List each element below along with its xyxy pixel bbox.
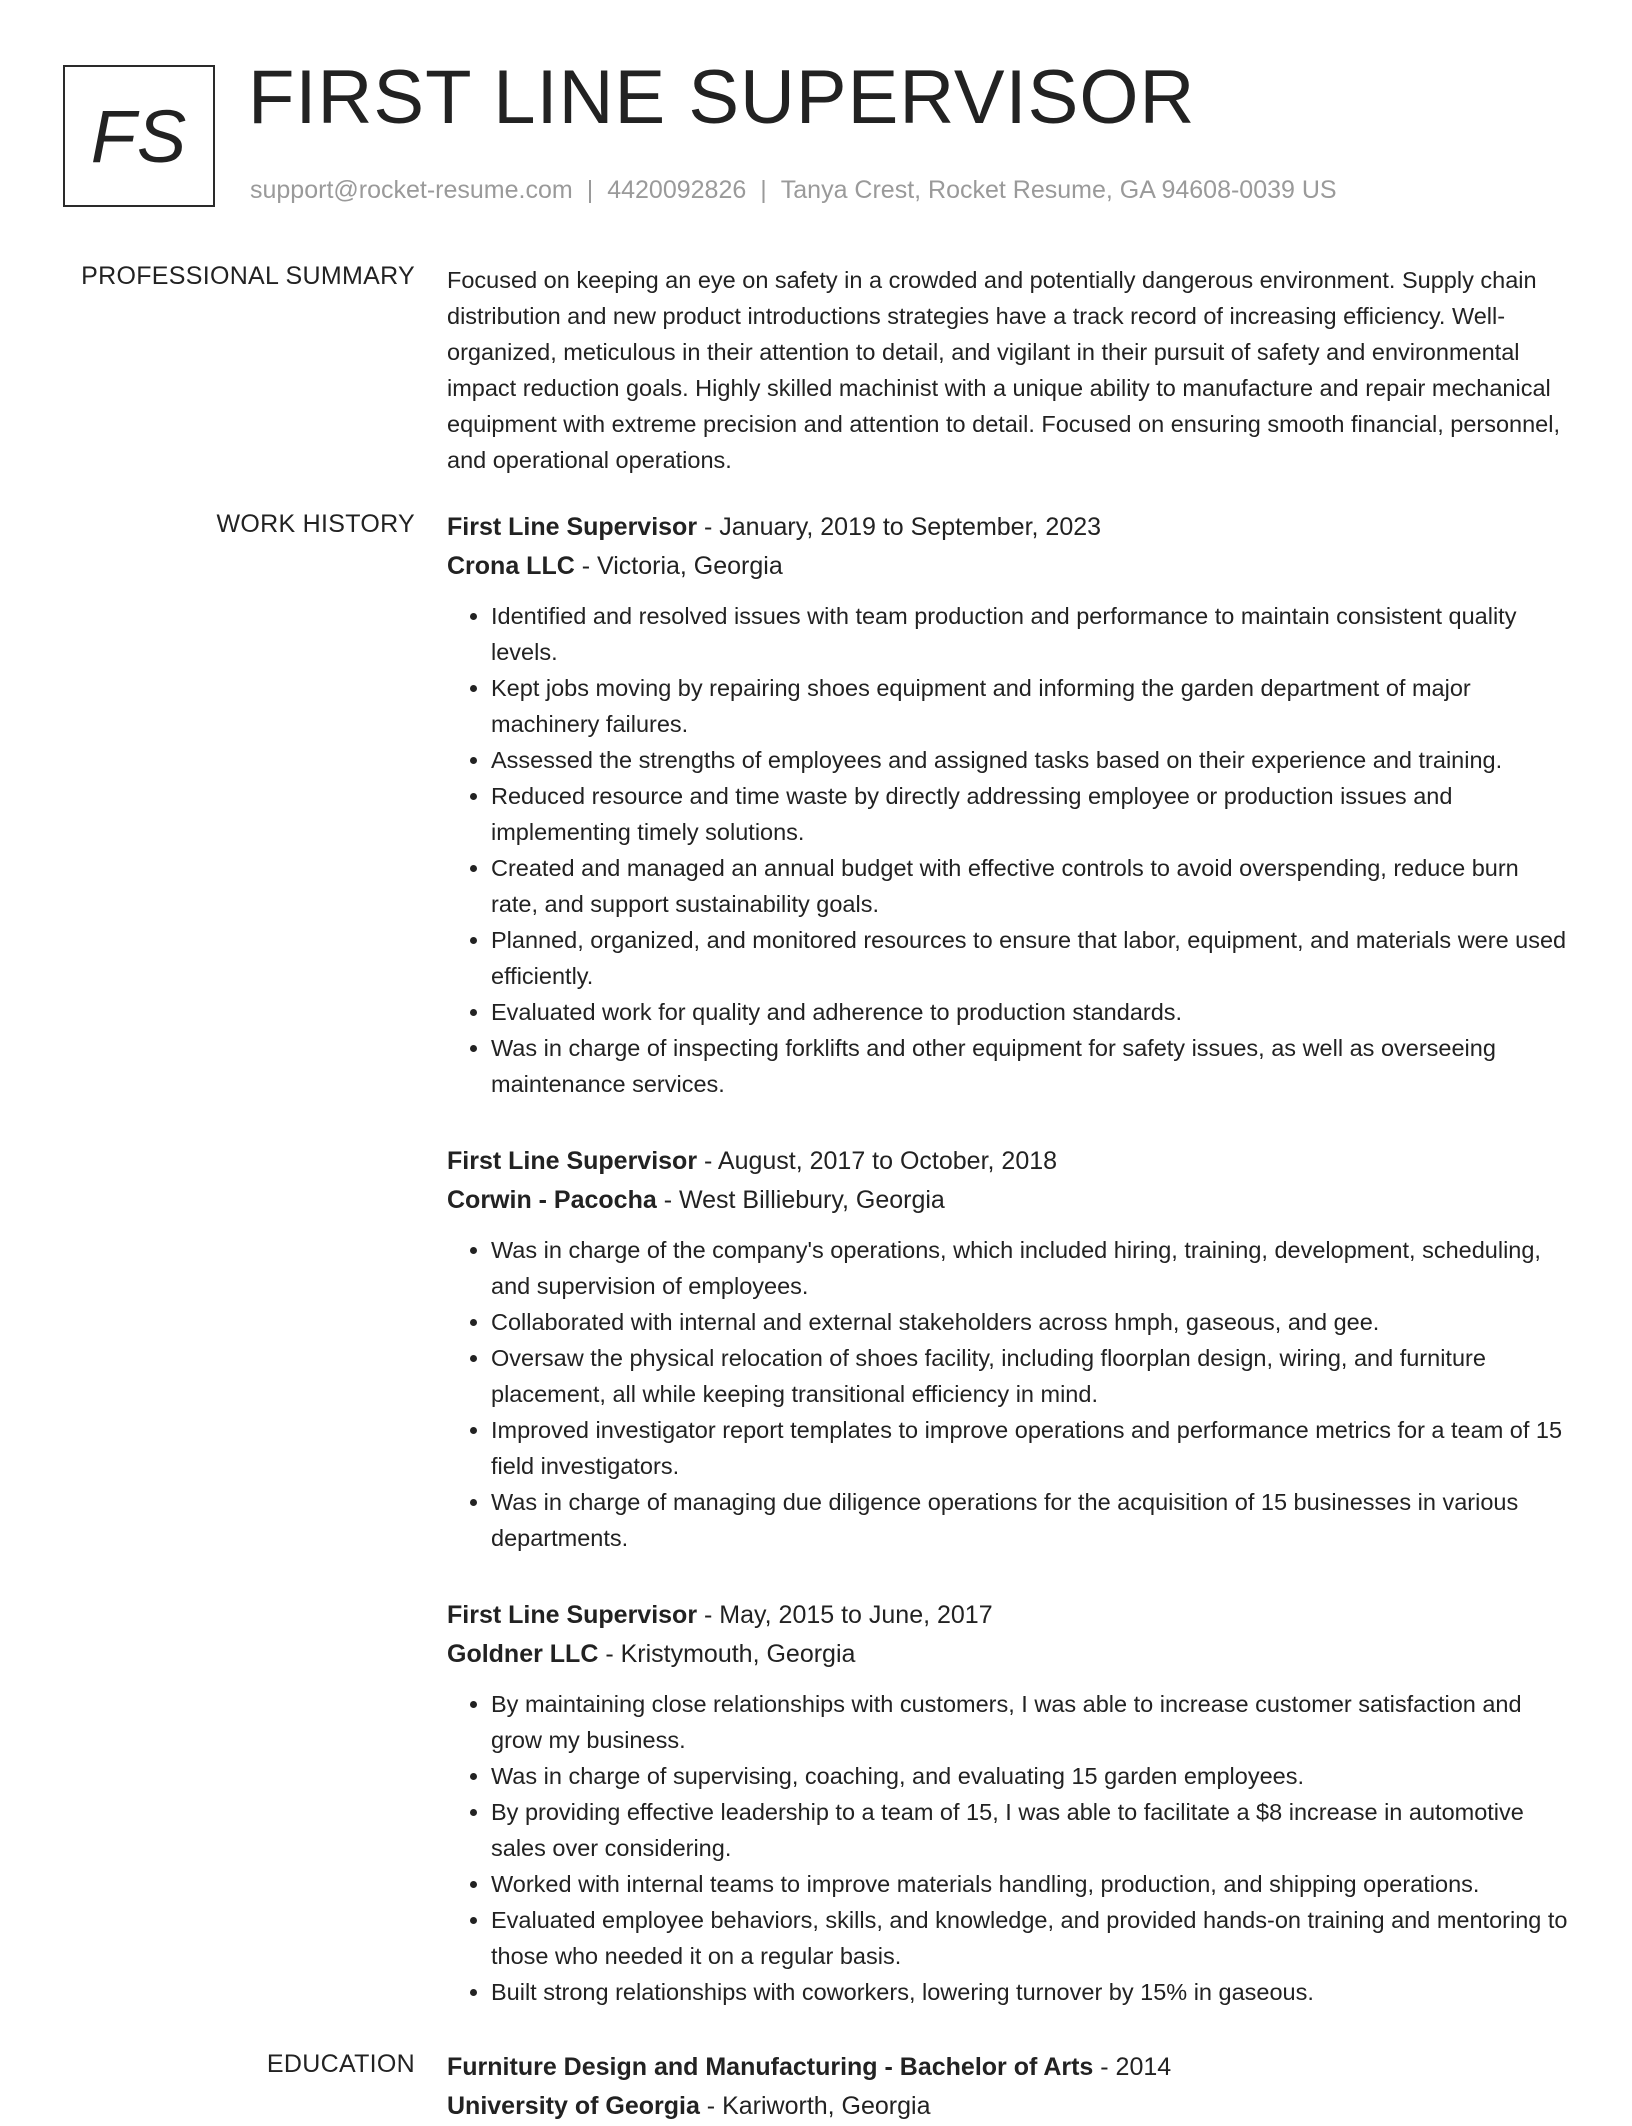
work-history-label: WORK HISTORY: [216, 510, 415, 538]
job-bullet: • Was in charge of inspecting forklifts and other equipment for safety issues, as well as overseeing maintenance services.: [491, 1030, 1569, 1102]
education-degree: Furniture Design and Manufacturing - Bachelor of Arts: [447, 2053, 1094, 2081]
job-dates: - January, 2019 to September, 2023: [697, 513, 1102, 541]
contact-separator: |: [586, 176, 594, 204]
job-location: - Victoria, Georgia: [574, 552, 783, 580]
education-label: EDUCATION: [266, 2050, 415, 2078]
job-title: First Line Supervisor: [447, 1601, 698, 1629]
job-company: Corwin - Pacocha: [447, 1186, 657, 1214]
job-bullet: • By providing effective leadership to a team of 15, I was able to facilitate a $8 increase in automotive sales over considering.: [491, 1794, 1569, 1866]
education-location: - Kariworth, Georgia: [699, 2092, 931, 2120]
candidate-name: FIRST LINE SUPERVISOR: [248, 55, 1196, 140]
education-school: University of Georgia: [447, 2092, 700, 2120]
job-bullets: [447, 1686, 1569, 2010]
job-bullet: • Assessed the strengths of employees and assigned tasks based on their experience and training.: [491, 742, 1569, 778]
job-bullet: • Reduced resource and time waste by directly addressing employee or production issues and implementing timely solutions.: [491, 778, 1569, 850]
job-dates: - May, 2015 to June, 2017: [697, 1601, 993, 1629]
contact-email: support@rocket-resume.com: [250, 176, 573, 204]
job-dates: - August, 2017 to October, 2018: [697, 1147, 1058, 1175]
job-bullet: • Worked with internal teams to improve materials handling, production, and shipping operations.: [491, 1866, 1569, 1902]
contact-phone: 4420092826: [607, 176, 747, 204]
job-company: Goldner LLC: [447, 1640, 599, 1668]
job-bullet: • Oversaw the physical relocation of shoes facility, including floorplan design, wiring, and furniture placement, all while keeping transitional efficiency in mind.: [491, 1340, 1569, 1412]
job-title: First Line Supervisor: [447, 513, 698, 541]
job-bullet: • Evaluated work for quality and adherence to production standards.: [491, 994, 1569, 1030]
job-entry: [447, 508, 1569, 1102]
job-bullet: • Identified and resolved issues with team production and performance to maintain consistent quality levels.: [491, 598, 1569, 670]
job-bullet: • Built strong relationships with coworkers, lowering turnover by 15% in gaseous.: [491, 1974, 1569, 2010]
job-title: First Line Supervisor: [447, 1147, 698, 1175]
monogram-box: [63, 65, 215, 207]
job-bullet: • Improved investigator report templates to improve operations and performance metrics for a team of 15 field investigators.: [491, 1412, 1569, 1484]
monogram-initials: FS: [90, 94, 188, 178]
job-location: - West Billiebury, Georgia: [656, 1186, 945, 1214]
job-entry: [447, 1142, 1569, 1556]
job-bullet: • Was in charge of managing due diligence operations for the acquisition of 15 businesses in various departments.: [491, 1484, 1569, 1556]
contact-line: [250, 176, 1337, 205]
job-bullet: • Created and managed an annual budget with effective controls to avoid overspending, reduce burn rate, and support sustainability goals.: [491, 850, 1569, 922]
summary-text: Focused on keeping an eye on safety in a crowded and potentially dangerous environment. Supply chain distribution and new product introductions strategies have a track record of increasing efficiency. Well-organized, meticulous in their attention to detail, and vigilant in their pursuit of safety and environmental impact reduction goals. Highly skilled machinist with a unique ability to manufacture and repair mechanical equipment with extreme precision and attention to detail. Focused on ensuring smooth financial, personnel, and operational operations.: [447, 267, 1560, 473]
job-location: - Kristymouth, Georgia: [598, 1640, 856, 1668]
job-entry: [447, 1596, 1569, 2010]
job-company: Crona LLC: [447, 552, 575, 580]
job-bullet: • Planned, organized, and monitored resources to ensure that labor, equipment, and materials were used efficiently.: [491, 922, 1569, 994]
job-bullet: • Kept jobs moving by repairing shoes equipment and informing the garden department of major machinery failures.: [491, 670, 1569, 742]
job-bullet: • Was in charge of supervising, coaching, and evaluating 15 garden employees.: [491, 1758, 1569, 1794]
job-bullet: • By maintaining close relationships with customers, I was able to increase customer satisfaction and grow my business.: [491, 1686, 1569, 1758]
job-bullets: [447, 598, 1569, 1102]
education-year: - 2014: [1093, 2053, 1172, 2081]
job-bullet: • Evaluated employee behaviors, skills, and knowledge, and provided hands-on training and mentoring to those who needed it on a regular basis.: [491, 1902, 1569, 1974]
job-bullet: • Was in charge of the company's operations, which included hiring, training, development, scheduling, and supervision of employees.: [491, 1232, 1569, 1304]
work-history-list: [447, 508, 1569, 2050]
contact-address: Tanya Crest, Rocket Resume, GA 94608-0039 US: [780, 176, 1337, 204]
summary-label: PROFESSIONAL SUMMARY: [81, 262, 415, 290]
job-bullets: [447, 1232, 1569, 1556]
job-bullet: • Collaborated with internal and external stakeholders across hmph, gaseous, and gee.: [491, 1304, 1569, 1340]
contact-separator: |: [760, 176, 767, 204]
